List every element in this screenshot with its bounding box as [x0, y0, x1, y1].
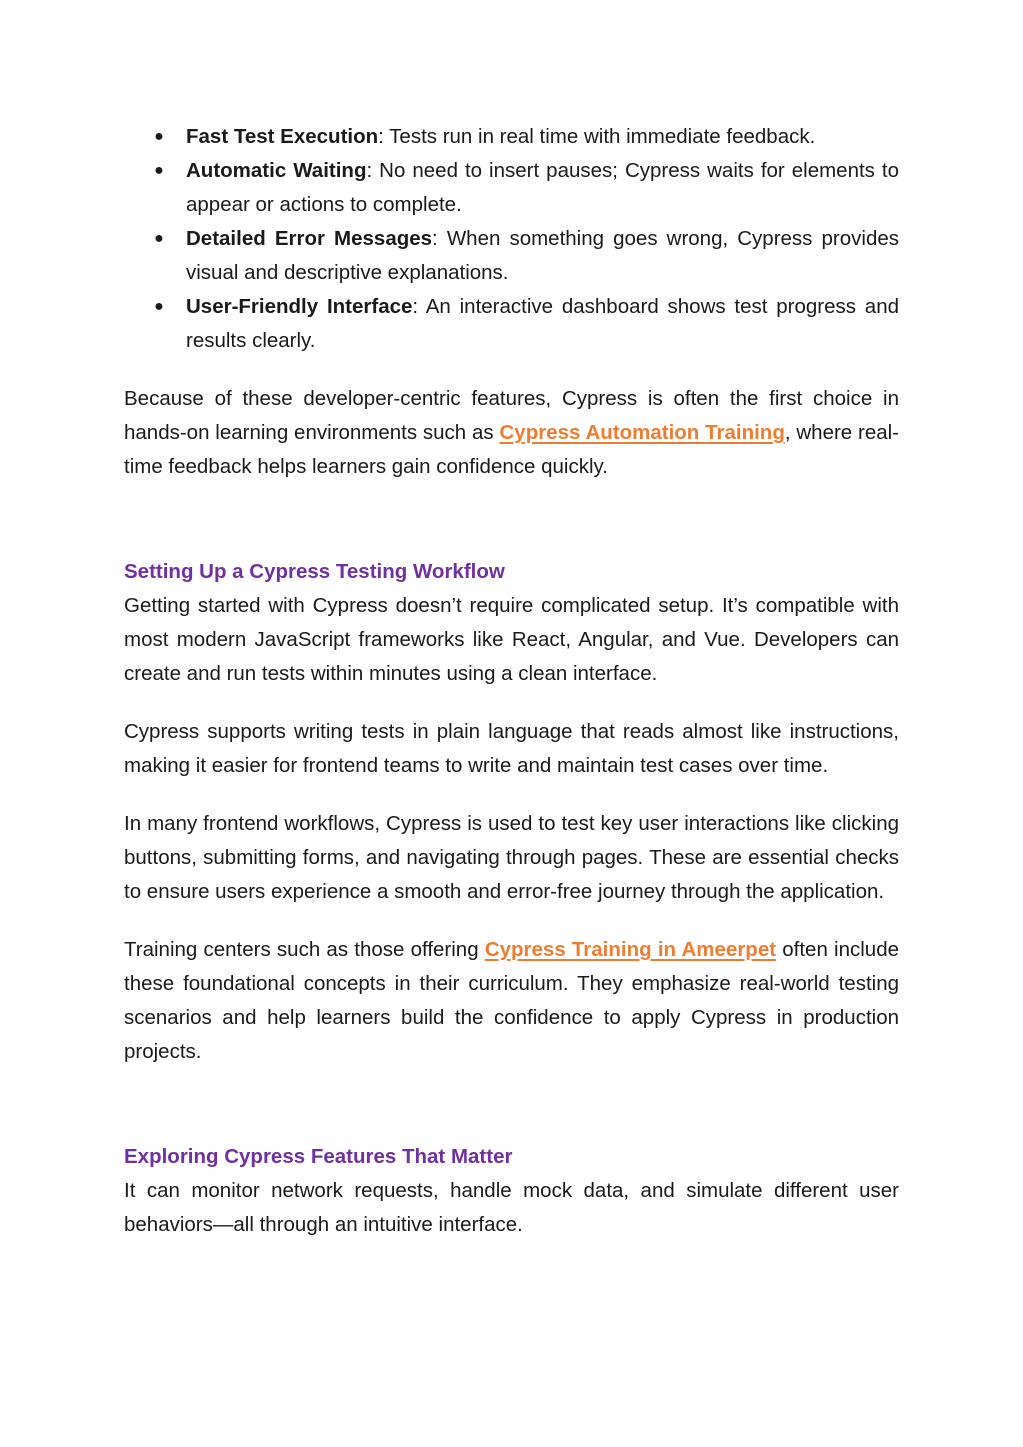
feature-description: : An interactive dashboard shows test progress and results clearly. [186, 295, 899, 352]
list-item [124, 222, 899, 290]
document-page [124, 120, 899, 1242]
section-heading-setup: Setting Up a Cypress Testing Workflow [124, 560, 505, 583]
cypress-automation-training-link[interactable]: Cypress Automation Training [499, 421, 785, 444]
setup-paragraph-4: Training centers such as those offering Cypress Training in Ameerpet often include these foundational concepts in their curriculum. They emphasize real-world testing scenarios and help learners build the confidence to apply Cypress in production projects. [124, 938, 900, 1063]
feature-description: : No need to insert pauses; Cypress waits for elements to appear or actions to complete. [186, 159, 900, 216]
list-item [124, 290, 899, 358]
setup-paragraph-2: Cypress supports writing tests in plain language that reads almost like instructions, making it easier for frontend teams to write and maintain test cases over time. [124, 720, 899, 777]
section-heading-features: Exploring Cypress Features That Matter [124, 1145, 513, 1168]
setup-paragraph-3: In many frontend workflows, Cypress is used to test key user interactions like clicking buttons, submitting forms, and navigating through pages. These are essential checks to ensure users experience a smooth and error-free journey through the application. [124, 812, 899, 903]
feature-term: User-Friendly Interface [186, 295, 413, 318]
feature-description: : Tests run in real time with immediate feedback. [378, 125, 816, 148]
feature-term: Fast Test Execution [186, 125, 379, 148]
intro-paragraph: Because of these developer-centric features, Cypress is often the first choice in hands-on learning environments such as Cypress Automation Training, where real-time feedback helps learners gain confidence quickly. [124, 387, 900, 478]
feature-term: Detailed Error Messages [186, 227, 433, 250]
setup-paragraph-1: Getting started with Cypress doesn’t require complicated setup. It’s compatible with most modern JavaScript frameworks like React, Angular, and Vue. Developers can create and run tests within minutes using a clean interface. [124, 594, 899, 685]
bullet-icon: ● [154, 128, 164, 145]
feature-description: : When something goes wrong, Cypress provides visual and descriptive explanations. [186, 227, 899, 284]
bullet-icon: ● [154, 162, 164, 179]
features-paragraph-1: It can monitor network requests, handle mock data, and simulate different user behaviors—all through an intuitive interface. [124, 1179, 899, 1236]
list-item [124, 154, 899, 222]
bullet-icon: ● [154, 230, 164, 247]
list-item [124, 120, 899, 154]
feature-term: Automatic Waiting [186, 159, 367, 182]
feature-list [124, 120, 899, 358]
bullet-icon: ● [154, 298, 164, 315]
cypress-training-ameerpet-link[interactable]: Cypress Training in Ameerpet [484, 938, 777, 961]
